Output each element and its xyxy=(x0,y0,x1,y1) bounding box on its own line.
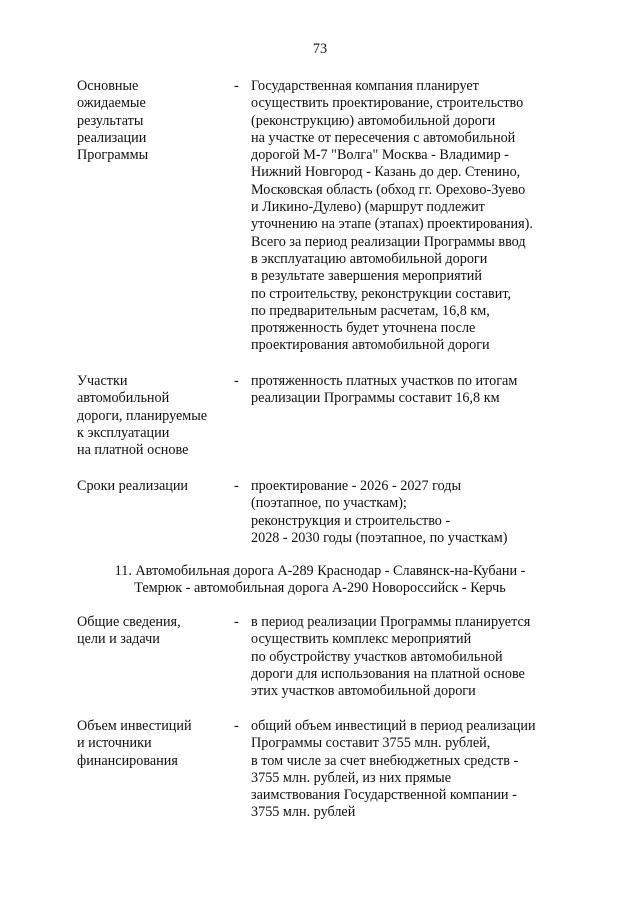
label-line: Основные xyxy=(77,78,139,94)
investment-text xyxy=(251,718,571,822)
content-line: дорогой М-7 "Волга" Москва - Владимир - xyxy=(251,147,509,164)
content-line: Московская область (обход гг. Орехово-Зуево xyxy=(251,181,526,198)
investment-label xyxy=(77,718,227,770)
content-line: реконструкция и строительство - xyxy=(251,512,451,529)
label-line: и источники xyxy=(77,735,152,752)
content-line: в период реализации Программы планируется xyxy=(251,614,531,630)
dash-separator: - xyxy=(234,78,239,94)
content-line: этих участков автомобильной дороги xyxy=(251,683,476,700)
label-line: Участки xyxy=(77,373,128,389)
label-line: автомобильной xyxy=(77,390,170,407)
label-line: цели и задачи xyxy=(77,631,160,648)
label-line: ожидаемые xyxy=(77,95,146,112)
content-line: Государственная компания планирует xyxy=(251,78,479,94)
content-line: проектирования автомобильной дороги xyxy=(251,337,490,354)
content-line: 2028 - 2030 годы (поэтапное, по участкам) xyxy=(251,529,508,546)
content-line: Нижний Новгород - Казань до дер. Стенино, xyxy=(251,164,521,181)
label-line: на платной основе xyxy=(77,442,189,459)
content-line: Программы составит 3755 млн. рублей, xyxy=(251,735,491,752)
label-line: к эксплуатации xyxy=(77,424,170,441)
toll-sections-label xyxy=(77,373,227,459)
label-line: Программы xyxy=(77,147,149,164)
general-info-text xyxy=(251,614,571,700)
label-line: результаты xyxy=(77,112,144,129)
content-line: уточнению на этапе (этапах) проектирования). xyxy=(251,216,533,233)
content-line: по строительству, реконструкции составит, xyxy=(251,285,512,302)
content-line: в результате завершения мероприятий xyxy=(251,268,482,285)
content-line: (поэтапное, по участкам); xyxy=(251,495,407,512)
content-line: осуществить проектирование, строительство xyxy=(251,95,524,112)
content-line: по обустройству участков автомобильной xyxy=(251,648,503,665)
section-title-line: Темрюк - автомобильная дорога А-290 Новороссийск - Керчь xyxy=(134,580,506,597)
dash-separator: - xyxy=(234,718,239,734)
timeline-label xyxy=(77,478,227,495)
label-line: Общие сведения, xyxy=(77,614,181,630)
content-line: проектирование - 2026 - 2027 годы xyxy=(251,478,462,494)
label-line: Сроки реализации xyxy=(77,478,189,494)
content-line: по предварительным расчетам, 16,8 км, xyxy=(251,302,490,319)
content-line: в том числе за счет внебюджетных средств - xyxy=(251,752,519,769)
page-number: 73 xyxy=(312,41,328,57)
content-line: в эксплуатацию автомобильной дороги xyxy=(251,250,488,267)
section-title-line: 11. Автомобильная дорога А-289 Краснодар - Славянск-на-Кубани - xyxy=(114,563,526,579)
content-line: протяженность платных участков по итогам xyxy=(251,373,518,389)
content-line: Всего за период реализации Программы ввод xyxy=(251,233,526,250)
content-line: заимствования Государственной компании - xyxy=(251,787,517,804)
content-line: дороги для использования на платной основе xyxy=(251,665,525,682)
content-line: 3755 млн. рублей xyxy=(251,804,356,821)
section-title xyxy=(0,563,640,598)
content-line: протяженность будет уточнена после xyxy=(251,320,476,337)
expected-results-label xyxy=(77,78,227,164)
content-line: на участке от пересечения с автомобильной xyxy=(251,129,516,146)
content-line: (реконструкцию) автомобильной дороги xyxy=(251,112,496,129)
toll-sections-text xyxy=(251,373,571,408)
dash-separator: - xyxy=(234,478,239,494)
label-line: Объем инвестиций xyxy=(77,718,192,734)
label-line: финансирования xyxy=(77,752,178,769)
content-line: 3755 млн. рублей, из них прямые xyxy=(251,769,451,786)
timeline-text xyxy=(251,478,571,547)
content-line: осуществить комплекс мероприятий xyxy=(251,631,472,648)
general-info-label xyxy=(77,614,227,649)
content-line: общий объем инвестиций в период реализации xyxy=(251,718,536,734)
content-line: реализации Программы составит 16,8 км xyxy=(251,390,500,407)
label-line: дороги, планируемые xyxy=(77,407,208,424)
label-line: реализации xyxy=(77,129,147,146)
expected-results-text xyxy=(251,78,571,355)
dash-separator: - xyxy=(234,373,239,389)
dash-separator: - xyxy=(234,614,239,630)
content-line: и Ликино-Дулево) (маршрут подлежит xyxy=(251,199,485,216)
